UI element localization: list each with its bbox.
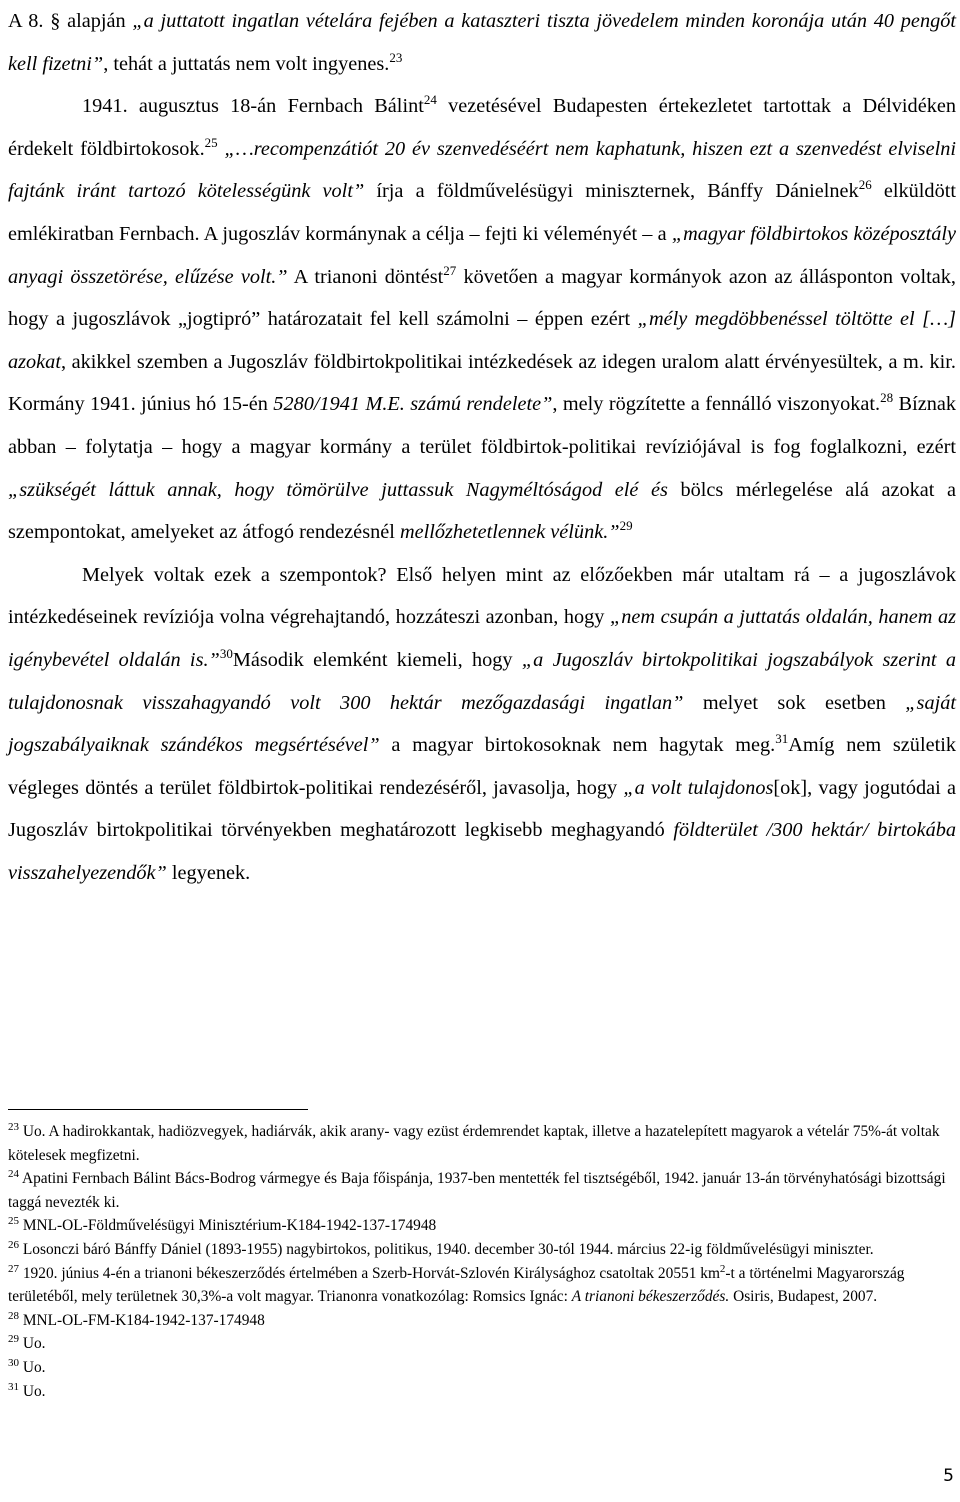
text-run: vezetésével Budapesten értekezletet tartottak a Délvidéken érdekelt földbirtokosok.: [8, 95, 956, 160]
quote-run: „nem csupán a juttatás oldalán, hanem az igénybevétel oldalán is.”: [8, 606, 956, 671]
footnote-ref[interactable]: 27: [443, 262, 457, 278]
document-page: [8, 0, 956, 894]
quote-run: mellőzhetetlennek vélünk.”: [399, 521, 620, 544]
text-run: , tehát a juttatás nem volt ingyenes.: [103, 52, 390, 75]
footnote-text: Osiris, Budapest, 2007.: [729, 1288, 878, 1306]
text-run: , mely rögzítette a fennálló viszonyokat.: [552, 393, 881, 416]
footnote-number: 28: [8, 1309, 19, 1322]
footnote-text: MNL-OL-FM-K184-1942-137-174948: [22, 1311, 265, 1329]
text-run: Második elemként kiemeli, hogy: [232, 648, 522, 671]
footnote-number: 26: [8, 1238, 19, 1251]
footnote-ref[interactable]: 26: [858, 177, 872, 193]
footnote-24: [8, 1167, 956, 1214]
footnote-separator: [8, 1109, 308, 1110]
book-title: A trianoni békeszerződés.: [571, 1288, 730, 1306]
footnote-ref[interactable]: 29: [619, 518, 633, 534]
paragraph-3: [8, 554, 956, 895]
quote-run: „szükségét láttuk annak, hogy tömörülve juttassuk Nagyméltóságod elé és: [8, 478, 668, 501]
text-run: A 8. § alapján: [8, 10, 133, 32]
quote-run: „a juttatott ingatlan vételára fejében a kataszteri tiszta jövedelem minden koronája után 40 pengőt kell fizetni”: [8, 10, 956, 75]
quote-run: „…recompenzátiót 20 év szenvedéséért nem kaphatunk, hiszen ezt a szenvedést elviselni fajtánk iránt tartozó kötelességünk volt”: [8, 137, 956, 203]
footnote-text: -t a történelmi Magyarország területéből, mely területnek 30,3%-a volt magyar. Trianonra vonatkozólag: Romsics Ignác:: [8, 1264, 905, 1306]
footnote-31: [8, 1380, 956, 1404]
text-run: , akikkel szemben a Jugoszláv földbirtokpolitikai intézkedések az idegen uralom alatt érvényesültek, a m. kir. Kormány 1941. június hó 15-én: [8, 350, 956, 416]
footnote-30: [8, 1356, 956, 1380]
footnote-number: 27: [8, 1262, 19, 1275]
quote-run: „saját jogszabályaiknak szándékos megsértésével”: [8, 691, 956, 757]
footnote-text: Losonczi báró Bánffy Dániel (1893-1955) nagybirtokos, politikus, 1940. december 30-tól 1944. március 22-ig földművelésügyi miniszter.: [22, 1240, 874, 1258]
text-run: legyenek.: [166, 861, 251, 884]
footnote-number: 30: [8, 1356, 19, 1369]
footnote-text: Uo.: [22, 1382, 46, 1400]
text-run: bölcs mérlegelése alá azokat a szempontokat, amelyeket az átfogó rendezésnél: [8, 478, 956, 544]
footnote-number: 25: [8, 1215, 19, 1228]
footnote-text: Uo. A hadirokkantak, hadiözvegyek, hadiárvák, akik arany- vagy ezüst érdemrendet kaptak, illetve a hazatelepített magyarok a vételár 75%-át voltak kötelesek megfizetni.: [8, 1123, 940, 1164]
page-number: 5: [943, 1466, 954, 1486]
footnote-ref[interactable]: 23: [389, 49, 403, 65]
footnote-27: [8, 1262, 956, 1309]
quote-run: 5280/1941 M.E. számú rendelete”: [273, 393, 553, 416]
footnote-ref[interactable]: 30: [219, 645, 233, 661]
text-run: a magyar birtokosoknak nem hagytak meg.: [379, 734, 776, 757]
footnote-ref[interactable]: 24: [423, 92, 437, 108]
text-run: Amíg nem születik végleges döntés a terület földbirtok-politikai rendezéséről, javasolja, hogy: [8, 734, 956, 799]
footnote-25: [8, 1214, 956, 1238]
text-run: melyet sok esetben: [683, 691, 906, 714]
footnote-number: 29: [8, 1333, 19, 1346]
footnote-text: Uo.: [22, 1358, 46, 1376]
quote-run: földterület /300 hektár/ birtokába visszahelyezendők”: [8, 819, 956, 884]
footnote-29: [8, 1332, 956, 1356]
footnote-text: Uo.: [22, 1335, 46, 1353]
text-run: 1941. augusztus 18-án Fernbach Bálint: [82, 95, 424, 118]
text-run: elküldött emlékiratban Fernbach. A jugoszláv kormánynak a célja – fejti ki véleményét – a: [8, 180, 956, 245]
text-run: A trianoni döntést: [287, 265, 444, 288]
footnotes: [8, 1120, 956, 1403]
quote-run: „a Jugoszláv birtokpolitikai jogszabályok szerint a tulajdonosnak visszahagyandó volt 300 hektár mezőgazdasági ingatlan”: [8, 648, 957, 714]
superscript: 2: [719, 1262, 726, 1275]
paragraph-2: [8, 85, 956, 554]
footnote-text: MNL-OL-Földművelésügyi Minisztérium-K184-1942-137-174948: [22, 1217, 437, 1235]
text-run: követően a magyar kormányok azon az állásponton voltak, hogy a jugoszlávok „jogtipró” határozatait fel kell számolni – éppen ezért: [8, 265, 956, 331]
text-run: Bíznak abban – folytatja – hogy a magyar kormány a terület földbirtok-politikai revíziójával is fog foglalkozni, ezért: [8, 393, 956, 458]
text-run: [ok], vagy jogutódai a Jugoszláv birtokpolitikai törvényekben meghatározott legkisebb meghagyandó: [8, 776, 956, 842]
main-text: [8, 0, 956, 894]
footnote-23: [8, 1120, 956, 1167]
footnote-number: 31: [8, 1380, 19, 1393]
text-run: írja a földművelésügyi miniszternek, Bánffy Dánielnek: [364, 180, 859, 203]
footnote-text: Apatini Fernbach Bálint Bács-Bodrog vármegye és Baja főispánja, 1937-ben mentették fel tisztségéből, 1942. január 13-án törvényhatósági bizottsági taggá nevezték ki.: [8, 1170, 946, 1211]
footnote-ref[interactable]: 31: [775, 731, 789, 747]
footnote-number: 23: [8, 1121, 19, 1133]
quote-run: „mély megdöbbenéssel töltötte el […] azokat: [8, 308, 956, 373]
text-run: Melyek voltak ezek a szempontok? Első helyen mint az előzőekben már utaltam rá – a jugoszlávok intézkedéseinek revíziója volna végrehajtandó, hozzáteszi azonban, hogy: [8, 563, 956, 629]
quote-run: „magyar földbirtokos középosztály anyagi összetörése, elűzése volt.”: [8, 222, 956, 288]
footnote-text: 1920. június 4-én a trianoni békeszerződés értelmében a Szerb-Horvát-Szlovén Királysághoz csatoltak 20551 km: [22, 1264, 720, 1282]
footnote-number: 24: [8, 1168, 19, 1181]
paragraph-1: [8, 0, 956, 85]
footnote-28: [8, 1309, 956, 1333]
quote-run: „a volt tulajdonos: [623, 776, 774, 799]
footnote-ref[interactable]: 28: [880, 390, 894, 406]
footnote-ref[interactable]: 25: [204, 134, 218, 150]
footnote-26: [8, 1238, 956, 1262]
